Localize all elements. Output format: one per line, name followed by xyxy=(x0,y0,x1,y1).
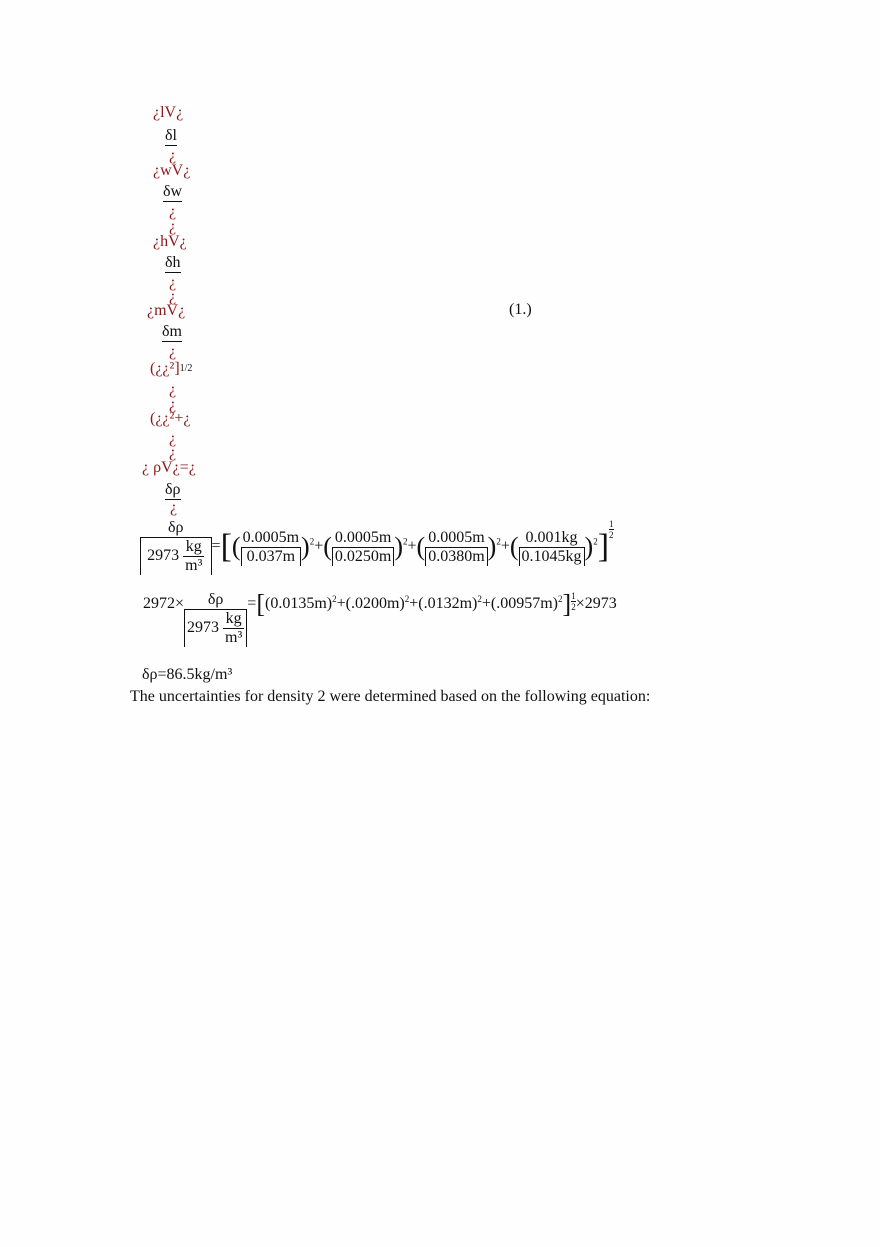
eq2-open-bracket: [ xyxy=(256,589,265,619)
power-base: (¿¿²] xyxy=(150,360,180,377)
mark-6: ¿ xyxy=(169,343,177,360)
eq1-term-4 xyxy=(519,529,585,566)
eq2-exp-num: 1 xyxy=(571,591,576,601)
eq2-term-1: (0.0135m) xyxy=(264,595,333,613)
h-delta: δh xyxy=(165,254,181,271)
eq1-open-bracket: [ xyxy=(220,528,232,565)
eq1-paren-open-3: ( xyxy=(416,532,426,561)
eq2-close-bracket: ] xyxy=(562,589,572,619)
eq1-term-2 xyxy=(332,529,394,566)
equation-number: (1.) xyxy=(509,301,532,318)
mark-1: ¿ xyxy=(169,147,177,164)
eq1-t2-den: 0.0250m xyxy=(332,548,394,566)
eq2-unit-num: kg xyxy=(223,610,244,629)
eq1-paren-close-3: ) xyxy=(487,532,497,561)
eq1-exp-den: 2 xyxy=(609,530,614,540)
eq2-plus-2: + xyxy=(409,595,419,613)
l-delta: δl xyxy=(165,127,177,144)
mark-4: ¿ xyxy=(169,274,177,291)
m-delta: δm xyxy=(162,323,182,340)
w-row: ¿wV¿ xyxy=(153,162,191,179)
mark-2: ¿ xyxy=(169,203,177,220)
h-row: ¿hV¿ xyxy=(153,233,187,250)
eq2-unit-den: m³ xyxy=(225,629,243,646)
power-exponent: 1/2 xyxy=(179,363,193,374)
eq1-t4-num: 0.001kg xyxy=(519,529,585,548)
m-row: ¿mV¿ xyxy=(147,302,186,319)
w-delta: δw xyxy=(163,183,183,200)
eq1-t1-num: 0.0005m xyxy=(242,528,300,546)
eq1-paren-close-4: ) xyxy=(584,532,594,561)
eq2-lhs-numerator: δρ xyxy=(184,591,247,610)
eq1-t4-den: 0.1045kg xyxy=(519,548,585,566)
eq1-unit-den: m³ xyxy=(185,557,203,574)
mark-3: ¿ xyxy=(169,218,177,235)
eq2-sq-2: 2 xyxy=(404,593,410,604)
rho-row: ¿ ρV¿=¿ xyxy=(142,459,196,476)
result-line: δρ=86.5kg/m³ xyxy=(142,666,233,683)
power-row xyxy=(150,360,192,378)
eq2-suffix: ×2973 xyxy=(575,595,617,613)
eq2-prefix: 2972× xyxy=(143,595,185,613)
eq1-lhs-value: 2973 xyxy=(147,547,180,565)
eq1-paren-close-1: ) xyxy=(301,532,310,561)
eq1-term-1 xyxy=(241,529,301,566)
eq1-paren-close-2: ) xyxy=(394,532,404,561)
eq1-sq-3: 2 xyxy=(496,536,501,547)
eq2-term-2: (.0200m) xyxy=(345,595,405,613)
eq1-close-bracket: ] xyxy=(597,528,610,565)
eq1-t3-den: 0.0380m xyxy=(425,548,487,566)
eq2-sq-3: 2 xyxy=(477,593,482,604)
mark-8: ¿ xyxy=(169,396,177,413)
mark-10: ¿ xyxy=(169,444,177,461)
eq1-t3-num: 0.0005m xyxy=(425,529,487,548)
plus-row: (¿¿²+¿ xyxy=(150,410,191,427)
eq1-lhs-numerator: δρ xyxy=(140,519,212,538)
eq2-equals: = xyxy=(247,595,257,613)
eq1-lhs xyxy=(140,519,212,575)
eq1-plus-3: + xyxy=(500,537,510,555)
equation-2 xyxy=(143,591,617,647)
eq1-paren-open-2: ( xyxy=(323,532,332,561)
rho-delta: δρ xyxy=(165,481,181,498)
eq2-lhs-denominator xyxy=(184,610,247,647)
eq2-plus-1: + xyxy=(336,595,346,613)
eq1-sq-2: 2 xyxy=(403,536,408,547)
eq1-paren-open-4: ( xyxy=(509,532,519,561)
mark-5: ¿ xyxy=(169,288,177,305)
eq2-term-3: (.0132m) xyxy=(418,595,478,613)
eq2-lhs-unit xyxy=(223,610,244,647)
body-paragraph: The uncertainties for density 2 were determined based on the following equation: xyxy=(130,688,651,705)
eq1-lhs-unit xyxy=(183,538,204,575)
eq1-paren-open-1: ( xyxy=(231,532,241,561)
eq1-term-3 xyxy=(425,529,487,566)
eq1-t2-num: 0.0005m xyxy=(332,529,394,548)
eq2-plus-3: + xyxy=(481,595,491,613)
mark-9: ¿ xyxy=(169,430,177,447)
eq1-t1-den: 0.037m xyxy=(241,548,301,566)
mark-11: ¿ xyxy=(170,499,178,516)
eq2-term-4: (.00957m) xyxy=(490,595,559,613)
eq2-lhs-value: 2973 xyxy=(187,619,220,637)
eq1-lhs-denominator xyxy=(140,538,212,575)
eq1-unit-num: kg xyxy=(183,538,204,557)
eq1-exponent xyxy=(609,519,614,540)
eq1-plus-2: + xyxy=(407,537,417,555)
eq1-sq-4: 2 xyxy=(593,536,598,547)
mark-7: ¿ xyxy=(169,381,177,398)
eq2-lhs xyxy=(184,591,247,647)
equation-1 xyxy=(140,519,614,575)
eq1-plus-1: + xyxy=(314,537,324,555)
eq2-sq-1: 2 xyxy=(332,593,337,604)
eq2-sq-4: 2 xyxy=(558,593,563,604)
eq1-equals: = xyxy=(211,537,221,555)
eq2-exp-den: 2 xyxy=(571,602,576,612)
l-row: ¿lV¿ xyxy=(153,104,184,121)
eq1-exp-num: 1 xyxy=(609,519,614,529)
eq1-sq-1: 2 xyxy=(309,536,315,547)
